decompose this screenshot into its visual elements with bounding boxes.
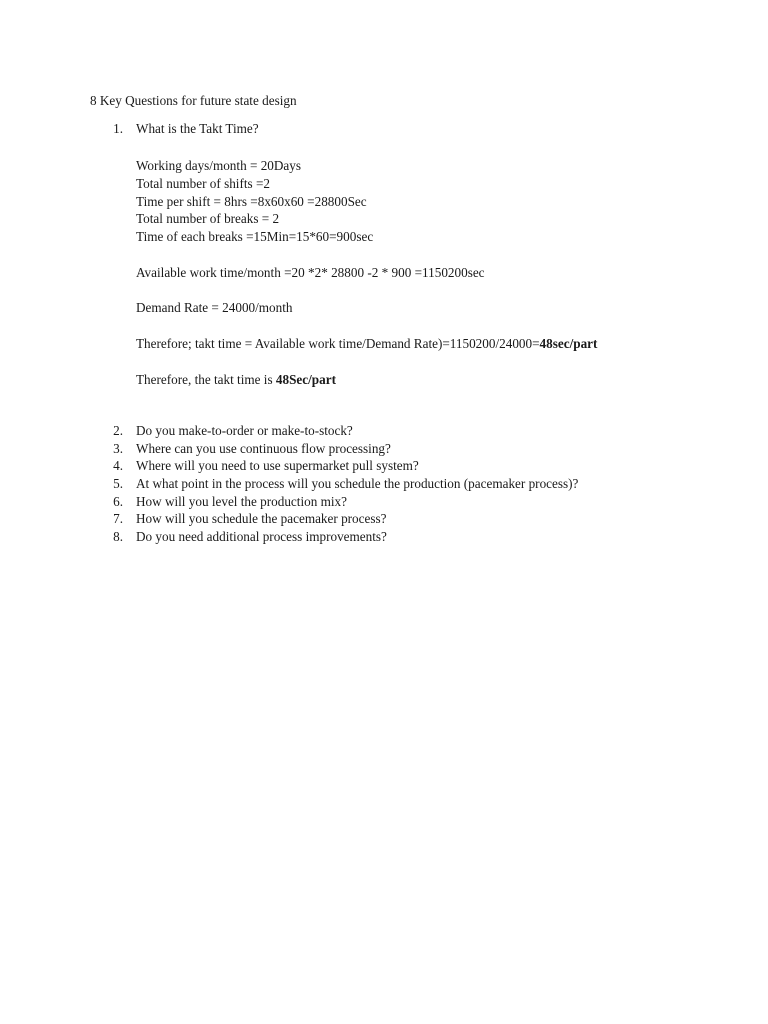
question-number: 7.: [113, 511, 123, 527]
takt-formula-prefix: Therefore; takt time = Available work time/Demand Rate)=1150200/24000=: [136, 335, 540, 351]
question-number: 2.: [113, 423, 123, 438]
list-item: [0, 493, 768, 511]
list-item: [0, 475, 768, 493]
spacer: [136, 317, 597, 335]
spacer: [136, 353, 597, 371]
question-number: 6.: [113, 493, 123, 509]
question-text: At what point in the process will you schedule the production (pacemaker process)?: [136, 476, 579, 492]
takt-conclusion-result: 48Sec/part: [275, 371, 336, 387]
question-text: How will you level the production mix?: [136, 493, 347, 509]
spacer: [136, 282, 597, 300]
document-title: 8 Key Questions for future state design: [90, 93, 297, 108]
takt-time-calculation: [136, 157, 597, 388]
question-text: Where will you need to use supermarket pull system?: [136, 458, 419, 474]
question-number: 4.: [113, 458, 123, 474]
breaks-line: Total number of breaks = 2: [136, 211, 280, 227]
list-item: [0, 440, 768, 458]
takt-conclusion-line: [136, 371, 597, 389]
question-text: Do you make-to-order or make-to-stock?: [136, 423, 353, 438]
time-each-break-line: Time of each breaks =15Min=15*60=900sec: [136, 229, 374, 245]
question-1-number: 1.: [113, 121, 123, 136]
shifts-line: Total number of shifts =2: [136, 175, 270, 191]
available-time-line: Available work time/month =20 *2* 28800 -2 * 900 =1150200sec: [136, 264, 485, 280]
list-item: [0, 528, 768, 546]
takt-formula-result: 48sec/part: [539, 335, 598, 351]
remaining-questions-list: [0, 422, 768, 546]
takt-formula-line: [136, 335, 597, 353]
list-item: [0, 510, 768, 528]
takt-conclusion-prefix: Therefore, the takt time is: [136, 371, 276, 387]
question-1-text: What is the Takt Time?: [136, 121, 259, 136]
list-item: [0, 457, 768, 475]
question-text: Do you need additional process improvements?: [136, 529, 387, 545]
spacer: [136, 246, 597, 264]
question-text: Where can you use continuous flow processing?: [136, 440, 391, 456]
question-number: 8.: [113, 529, 123, 545]
working-days-line: Working days/month = 20Days: [136, 158, 301, 173]
question-number: 5.: [113, 476, 123, 492]
demand-rate-line: Demand Rate = 24000/month: [136, 300, 293, 316]
question-number: 3.: [113, 440, 123, 456]
list-item: [0, 422, 768, 440]
question-text: How will you schedule the pacemaker process?: [136, 511, 387, 527]
time-per-shift-line: Time per shift = 8hrs =8x60x60 =28800Sec: [136, 193, 367, 209]
